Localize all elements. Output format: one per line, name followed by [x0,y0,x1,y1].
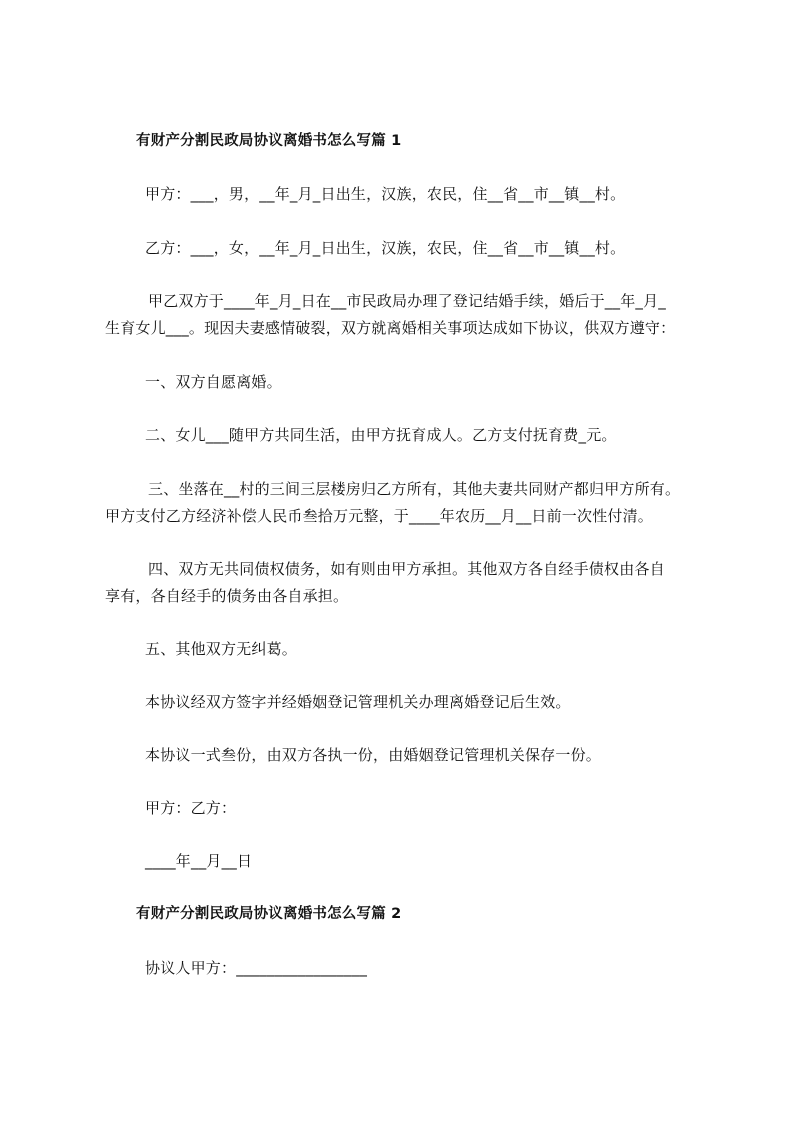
clause-5: 五、其他双方无纠葛。 [145,640,298,658]
section-2-title: 有财产分割民政局协议离婚书怎么写篇 2 [136,906,402,922]
party-a-info: 甲方：___，男，__年_月_日出生，汉族，农民，住__省__市__镇__村。 [145,185,626,203]
party-b-info: 乙方：___，女，__年_月_日出生，汉族，农民，住__省__市__镇__村。 [145,239,626,257]
intro-paragraph-line-1: 甲乙双方于____年_月_日在__市民政局办理了登记结婚手续，婚后于__年_月_ [148,292,667,310]
clause-4-line-1: 四、双方无共同债权债务，如有则由甲方承担。其他双方各自经手债权由各自 [148,560,665,578]
party-a-signature-field: 协议人甲方：_________________ [145,959,368,977]
copies-statement: 本协议一式叁份，由双方各执一份，由婚姻登记管理机关保存一份。 [145,746,602,764]
clause-2: 二、女儿___随甲方共同生活，由甲方抚育成人。乙方支付抚育费_元。 [145,426,617,444]
clause-3-line-2: 甲方支付乙方经济补偿人民币叁拾万元整，于____年农历__月__日前一次性付清。 [105,507,654,525]
effect-statement: 本协议经双方签字并经婚姻登记管理机关办理离婚登记后生效。 [145,693,571,711]
clause-1: 一、双方自愿离婚。 [145,373,282,391]
signature-line: 甲方：乙方： [145,799,237,817]
intro-paragraph-line-2: 生育女儿___。现因夫妻感情破裂，双方就离婚相关事项达成如下协议，供双方遵守： [105,319,676,337]
clause-3-line-1: 三、坐落在__村的三间三层楼房归乙方所有，其他夫妻共同财产都归甲方所有。 [148,480,681,498]
section-1-title: 有财产分割民政局协议离婚书怎么写篇 1 [136,133,402,149]
clause-4-line-2: 享有，各自经手的债务由各自承担。 [105,587,349,605]
date-line: ____年__月__日 [145,852,253,870]
